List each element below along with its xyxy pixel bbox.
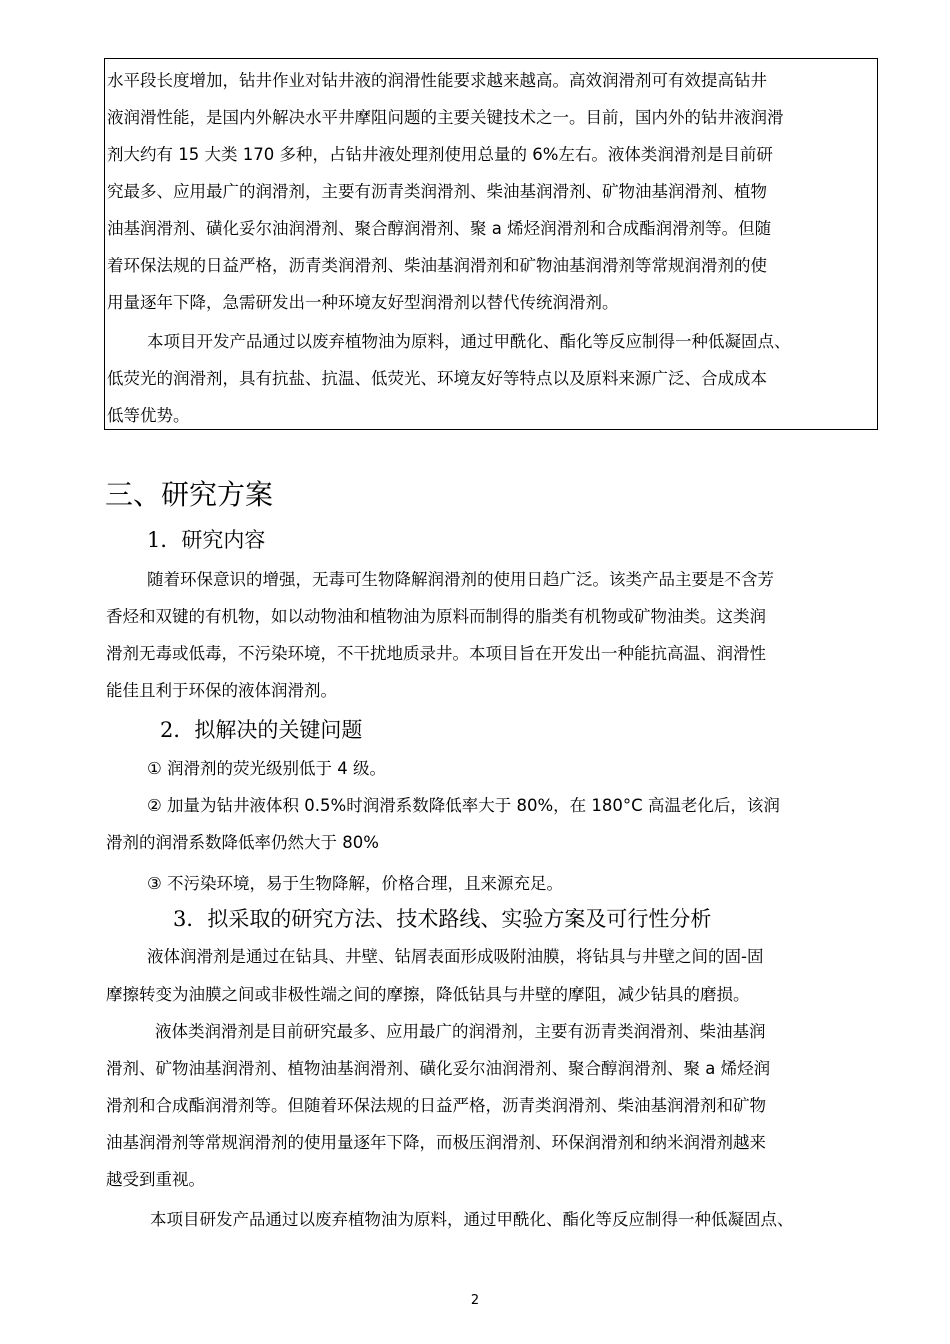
paragraph-line: 能佳且利于环保的液体润滑剂。 — [106, 681, 337, 700]
box-line: 油基润滑剂、磺化妥尔油润滑剂、聚合醇润滑剂、聚 a 烯烃润滑剂和合成酯润滑剂等。但随 — [107, 219, 772, 238]
paragraph-line: 液体类润滑剂是目前研究最多、应用最广的润滑剂，主要有沥青类润滑剂、柴油基润 — [155, 1022, 766, 1041]
subsection-title-3: 3．拟采取的研究方法、技术路线、实验方案及可行性分析 — [173, 907, 712, 931]
section-title: 三、研究方案 — [105, 478, 274, 511]
paragraph-line: 液体润滑剂是通过在钻具、井壁、钻屑表面形成吸附油膜，将钻具与井壁之间的固-固 — [147, 947, 764, 966]
paragraph-line: 随着环保意识的增强，无毒可生物降解润滑剂的使用日趋广泛。该类产品主要是不含芳 — [147, 570, 774, 589]
paragraph-line: 本项目研发产品通过以废弃植物油为原料，通过甲酰化、酯化等反应制得一种低凝固点、 — [150, 1210, 794, 1229]
paragraph-line: 滑剂无毒或低毒，不污染环境，不干扰地质录井。本项目旨在开发出一种能抗高温、润滑性 — [106, 644, 766, 663]
box-line: 本项目开发产品通过以废弃植物油为原料，通过甲酰化、酯化等反应制得一种低凝固点、 — [147, 332, 791, 351]
box-line: 用量逐年下降，急需研发出一种环境友好型润滑剂以替代传统润滑剂。 — [107, 293, 619, 312]
paragraph-line: 油基润滑剂等常规润滑剂的使用量逐年下降，而极压润滑剂、环保润滑剂和纳米润滑剂越来 — [106, 1133, 766, 1152]
issue-item-continued: 滑剂的润滑系数降低率仍然大于 80% — [106, 833, 379, 852]
paragraph-line: 摩擦转变为油膜之间或非极性端之间的摩擦，降低钻具与井壁的摩阻，减少钻具的磨损。 — [106, 985, 750, 1004]
paragraph-line: 越受到重视。 — [106, 1170, 205, 1189]
box-line: 低等优势。 — [107, 406, 190, 425]
paragraph-line: 滑剂和合成酯润滑剂等。但随着环保法规的日益严格，沥青类润滑剂、柴油基润滑剂和矿物 — [106, 1096, 766, 1115]
box-line: 低荧光的润滑剂，具有抗盐、抗温、低荧光、环境友好等特点以及原料来源广泛、合成成本 — [107, 369, 767, 388]
paragraph-line: 香烃和双键的有机物，如以动物油和植物油为原料而制得的脂类有机物或矿物油类。这类润 — [106, 607, 766, 626]
bordered-text-box — [104, 58, 878, 430]
box-line: 水平段长度增加，钻井作业对钻井液的润滑性能要求越来越高。高效润滑剂可有效提高钻井 — [107, 71, 767, 90]
paragraph-line: 滑剂、矿物油基润滑剂、植物油基润滑剂、磺化妥尔油润滑剂、聚合醇润滑剂、聚 a 烯烃润 — [106, 1059, 771, 1078]
issue-item: ③ 不污染环境，易于生物降解，价格合理，且来源充足。 — [147, 874, 564, 893]
box-line: 着环保法规的日益严格，沥青类润滑剂、柴油基润滑剂和矿物油基润滑剂等常规润滑剂的使 — [107, 256, 767, 275]
subsection-title-2: 2．拟解决的关键问题 — [160, 718, 363, 742]
issue-item: ② 加量为钻井液体积 0.5%时润滑系数降低率大于 80%，在 180°C 高温老化后，该润 — [147, 796, 780, 815]
issue-item: ① 润滑剂的荧光级别低于 4 级。 — [147, 759, 387, 778]
box-line: 剂大约有 15 大类 170 多种，占钻井液处理剂使用总量的 6%左右。液体类润滑剂是目前研 — [107, 145, 773, 164]
box-line: 液润滑性能，是国内外解决水平井摩阻问题的主要关键技术之一。目前，国内外的钻井液润滑 — [107, 108, 784, 127]
box-line: 究最多、应用最广的润滑剂，主要有沥青类润滑剂、柴油基润滑剂、矿物油基润滑剂、植物 — [107, 182, 767, 201]
page-number: 2 — [470, 1293, 480, 1308]
subsection-title-1: 1．研究内容 — [147, 528, 266, 552]
